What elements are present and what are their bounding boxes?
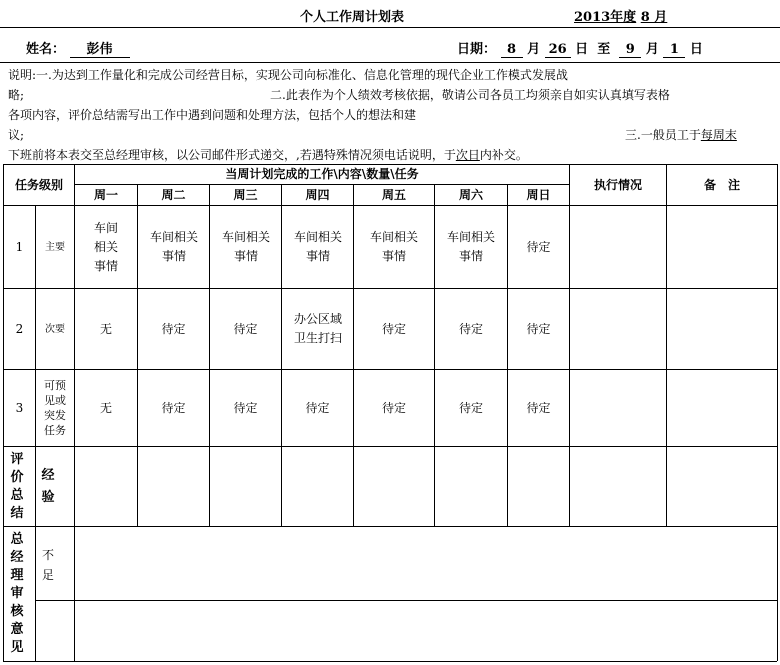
instruction-line-4b: 三.一般员工于每周末 [625, 128, 737, 142]
start-month-char: 月 [527, 42, 541, 57]
eval-label: 评价总结 [10, 451, 24, 521]
end-day: 1 [663, 42, 685, 58]
name-label: 姓名： [26, 42, 66, 57]
row3-tue: 待定 [161, 400, 186, 415]
day-header-thu: 周四 [305, 187, 330, 202]
row1-wed: 车间相关事情 [222, 230, 271, 263]
row1-sat: 车间相关事情 [447, 230, 496, 263]
instruction-line-2b: 二.此表作为个人绩效考核依据，敬请公司各员工均须亲自如实认真填写表格 [270, 88, 670, 102]
to-char: 至 [597, 42, 611, 57]
row2-tue: 待定 [161, 321, 186, 336]
row3-level: 可预见或突发任务 [44, 379, 66, 437]
date-label: 日期： [457, 42, 497, 57]
year-value: 2013年度 [574, 10, 637, 25]
instruction-line-2a: 略; [8, 88, 25, 102]
exec-header: 执行情况 [593, 177, 642, 192]
row3-fri: 待定 [381, 400, 406, 415]
row3-no: 3 [15, 400, 24, 415]
name-field [26, 38, 130, 58]
form-title: 个人工作周计划表 [300, 10, 405, 25]
date-field [457, 38, 703, 58]
day-header-tue: 周二 [161, 187, 186, 202]
row3-mon: 无 [99, 400, 112, 415]
instruction-line-1: 说明:一.为达到工作量化和完成公司经营目标，实现公司向标准化、信息化管理的现代企业工作模式发展战 [8, 68, 568, 82]
name-value: 彭伟 [70, 38, 130, 58]
gm-label: 总经理审核意见 [10, 532, 24, 655]
end-month: 9 [619, 42, 641, 58]
level-header: 任务级别 [14, 177, 63, 192]
row2-sat: 待定 [458, 321, 483, 336]
start-day-char: 日 [575, 42, 589, 57]
row1-no: 1 [15, 239, 24, 254]
row3-thu: 待定 [305, 400, 330, 415]
row1-level: 主要 [45, 241, 65, 253]
note-header: 备 注 [703, 177, 740, 192]
day-header-sat: 周六 [458, 187, 483, 202]
row2-mon: 无 [99, 321, 112, 336]
weekend-text: 每周末 [700, 128, 737, 142]
info-rule [0, 62, 780, 63]
day-header-fri: 周五 [381, 187, 406, 202]
start-month: 8 [501, 42, 523, 58]
row2-sun: 待定 [526, 321, 551, 336]
start-day: 26 [545, 42, 571, 58]
end-month-char: 月 [645, 42, 659, 57]
day-header-mon: 周一 [93, 187, 118, 202]
month-value: 8 月 [640, 10, 668, 25]
row1-tue: 车间相关事情 [150, 230, 199, 263]
eval-exp-label: 经验 [41, 467, 55, 505]
header-rule [0, 27, 780, 28]
year-label [574, 6, 667, 25]
instruction-line-5: 下班前将本表交至总经理审核，以公司邮件形式递交，,若遇特殊情况须电话说明，于次日内补交。 [8, 148, 528, 162]
gm-short-label: 不足 [41, 548, 54, 582]
row3-wed: 待定 [233, 400, 258, 415]
row1-sun: 待定 [526, 239, 551, 254]
row2-thu: 办公区域卫生打扫 [294, 312, 343, 345]
row2-wed: 待定 [233, 321, 258, 336]
day-header-wed: 周三 [233, 187, 258, 202]
row2-fri: 待定 [381, 321, 406, 336]
day-header-sun: 周日 [526, 187, 551, 202]
plan-header: 当周计划完成的工作\内容\数量\任务 [225, 167, 419, 181]
end-day-char: 日 [689, 42, 703, 57]
row3-sat: 待定 [458, 400, 483, 415]
row1-mon: 车间相关事情 [93, 220, 118, 273]
row1-fri: 车间相关事情 [370, 230, 419, 263]
next-day-text: 次日 [455, 148, 480, 162]
row3-sun: 待定 [526, 400, 551, 415]
instruction-line-3: 各项内容，评价总结需写出工作中遇到问题和处理方法，包括个人的想法和建 [8, 108, 417, 122]
instruction-line-4a: 议; [8, 128, 25, 142]
row2-no: 2 [15, 321, 24, 336]
row1-thu: 车间相关事情 [294, 230, 343, 263]
row2-level: 次要 [45, 323, 65, 335]
